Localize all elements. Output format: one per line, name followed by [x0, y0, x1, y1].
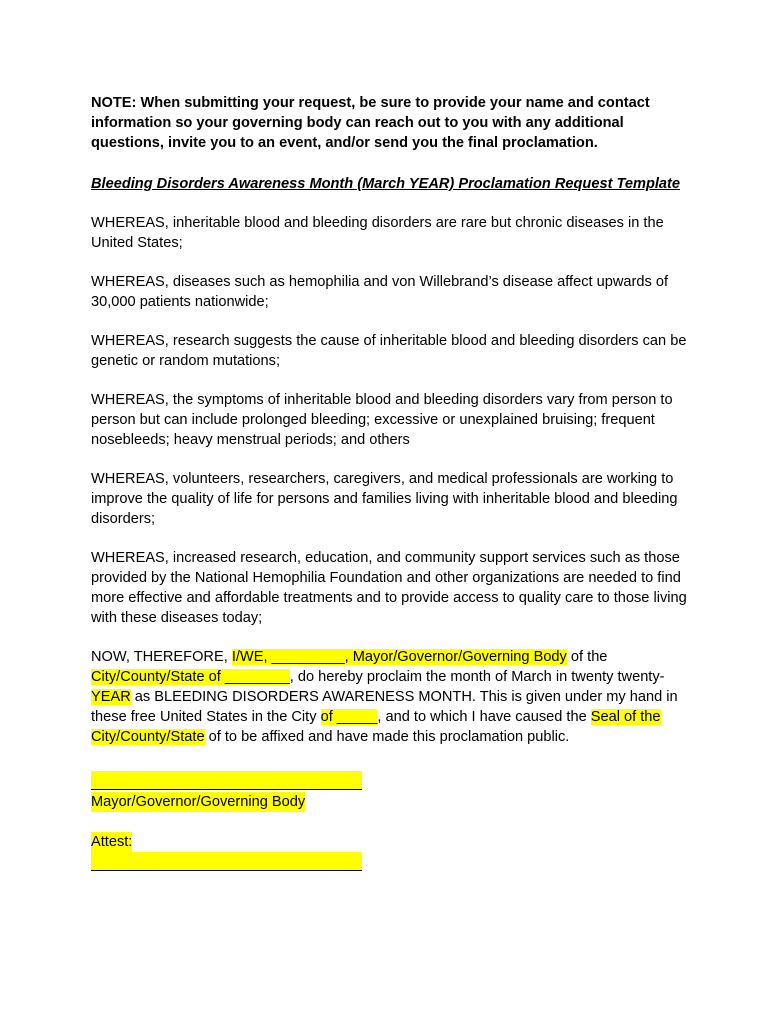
- year-fill-in-highlight: YEAR: [91, 689, 131, 705]
- name-fill-in-highlight: I/WE, _________, Mayor/Governor/Governing Body: [231, 649, 567, 665]
- proclamation-text: as BLEEDING DISORDERS AWARENESS MONTH. This is given under my hand in these free United States in the City: [91, 689, 678, 725]
- jurisdiction-fill-in-highlight: City/County/State of ________: [91, 669, 290, 685]
- attest-block: [91, 832, 691, 871]
- attest-signature-line[interactable]: [91, 852, 362, 871]
- proclamation-text: , do hereby proclaim the month of March in twenty twenty-: [289, 669, 665, 685]
- submission-note: NOTE: When submitting your request, be sure to provide your name and contact information so your governing body can reach out to you with any additional questions, invite you to an event, and/or send you the final proclamation.: [91, 95, 650, 151]
- whereas-clause: WHEREAS, volunteers, researchers, caregivers, and medical professionals are working to improve the quality of life for persons and families living with inheritable blood and bleeding disorders;: [91, 471, 678, 527]
- signature-line[interactable]: [91, 771, 362, 790]
- whereas-clause: WHEREAS, inheritable blood and bleeding disorders are rare but chronic diseases in the United States;: [91, 215, 664, 251]
- proclamation-text: of the: [566, 649, 608, 665]
- whereas-clause: WHEREAS, diseases such as hemophilia and von Willebrand’s disease affect upwards of 30,000 patients nationwide;: [91, 274, 669, 310]
- signature-block: [91, 771, 691, 812]
- proclamation-text: NOW, THEREFORE,: [91, 649, 232, 665]
- proclamation-text: of to be affixed and have made this proclamation public.: [204, 729, 570, 745]
- document-page: [91, 93, 691, 871]
- whereas-clause: WHEREAS, increased research, education, and community support services such as those provided by the National Hemophilia Foundation and other organizations are needed to find more effective and affordable treatments and to provide access to quality care to those living with these diseases today;: [91, 550, 687, 626]
- proclamation-paragraph: [91, 647, 691, 747]
- city-fill-in-highlight: of _____: [320, 709, 378, 725]
- signature-label: Mayor/Governor/Governing Body: [91, 794, 306, 810]
- whereas-clause: WHEREAS, the symptoms of inheritable blood and bleeding disorders vary from person to person but can include prolonged bleeding; excessive or unexplained bruising; frequent nosebleeds; heavy menstrual periods; and others: [91, 392, 673, 448]
- seal-fill-in-highlight: Seal of the City/County/State: [91, 709, 661, 745]
- attest-label: Attest:: [91, 834, 133, 850]
- proclamation-text: , and to which I have caused the: [377, 709, 591, 725]
- whereas-clause: WHEREAS, research suggests the cause of inheritable blood and bleeding disorders can be genetic or random mutations;: [91, 333, 687, 369]
- document-title: Bleeding Disorders Awareness Month (March YEAR) Proclamation Request Template: [91, 176, 681, 192]
